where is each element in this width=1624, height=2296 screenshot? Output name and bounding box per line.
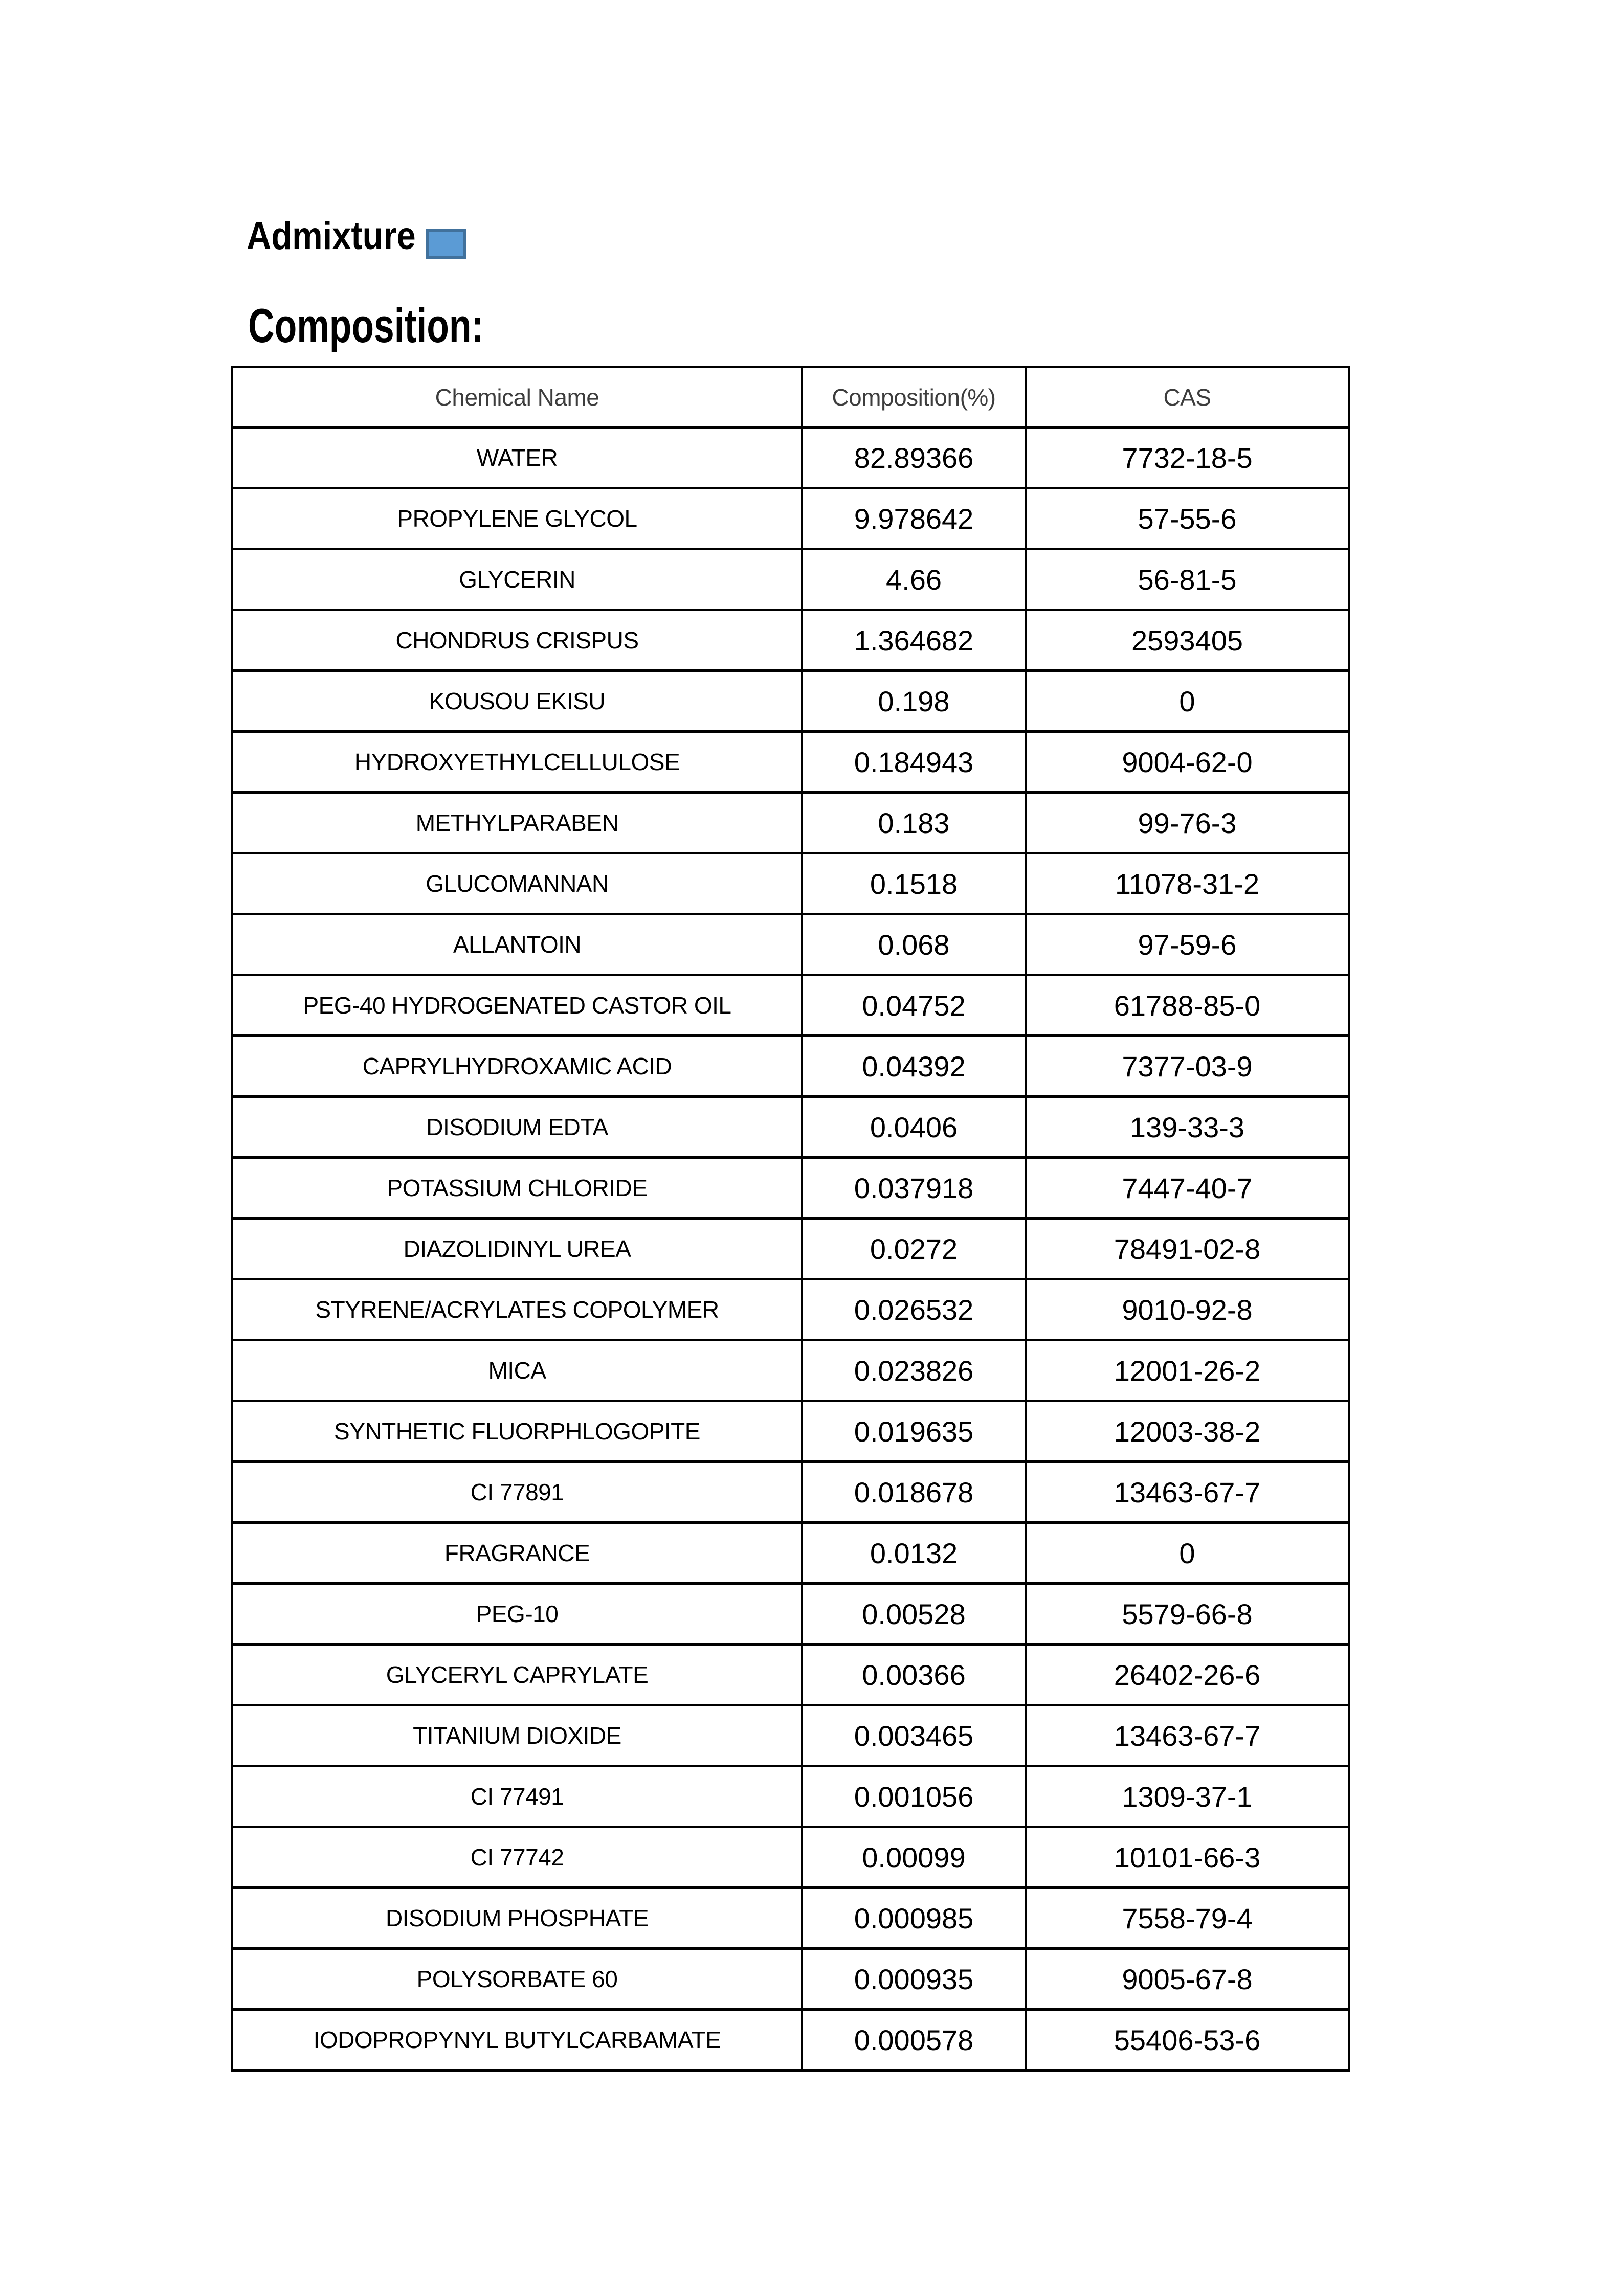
chemical-name-cell: GLUCOMANNAN xyxy=(232,853,802,914)
composition-cell: 0.026532 xyxy=(802,1279,1026,1340)
chemical-name-cell: METHYLPARABEN xyxy=(232,793,802,853)
table-row xyxy=(232,549,1349,610)
cas-cell: 56-81-5 xyxy=(1026,549,1349,610)
composition-cell: 0.0132 xyxy=(802,1523,1026,1584)
cas-cell: 99-76-3 xyxy=(1026,793,1349,853)
chemical-name-cell: PROPYLENE GLYCOL xyxy=(232,488,802,549)
section-heading xyxy=(248,299,558,352)
composition-cell: 0.068 xyxy=(802,914,1026,975)
chemical-name-cell: CAPRYLHYDROXAMIC ACID xyxy=(232,1036,802,1097)
composition-cell: 0.198 xyxy=(802,671,1026,732)
chemical-name-cell: STYRENE/ACRYLATES COPOLYMER xyxy=(232,1279,802,1340)
cas-cell: 10101-66-3 xyxy=(1026,1827,1349,1888)
table-row xyxy=(232,1888,1349,1949)
table-body xyxy=(232,427,1349,2070)
cas-cell: 13463-67-7 xyxy=(1026,1705,1349,1766)
chemical-name-cell: DISODIUM EDTA xyxy=(232,1097,802,1158)
cas-cell: 57-55-6 xyxy=(1026,488,1349,549)
blue-square-shape xyxy=(426,229,466,259)
composition-cell: 0.183 xyxy=(802,793,1026,853)
chemical-name-cell: HYDROXYETHYLCELLULOSE xyxy=(232,732,802,793)
chemical-name-cell: TITANIUM DIOXIDE xyxy=(232,1705,802,1766)
cas-cell: 7558-79-4 xyxy=(1026,1888,1349,1949)
column-header-chemical-name: Chemical Name xyxy=(232,367,802,427)
composition-cell: 0.018678 xyxy=(802,1462,1026,1523)
cas-cell: 5579-66-8 xyxy=(1026,1584,1349,1645)
table-row xyxy=(232,1462,1349,1523)
composition-cell: 4.66 xyxy=(802,549,1026,610)
table-row xyxy=(232,488,1349,549)
page-title-text: Admixture xyxy=(247,214,416,258)
composition-table xyxy=(231,366,1350,2072)
chemical-name-cell: GLYCERYL CAPRYLATE xyxy=(232,1645,802,1705)
table-row xyxy=(232,427,1349,488)
table-row xyxy=(232,1705,1349,1766)
table-row xyxy=(232,1401,1349,1462)
composition-cell: 0.0406 xyxy=(802,1097,1026,1158)
table-row xyxy=(232,1949,1349,2010)
composition-cell: 0.001056 xyxy=(802,1766,1026,1827)
chemical-name-cell: CI 77891 xyxy=(232,1462,802,1523)
composition-cell: 0.00366 xyxy=(802,1645,1026,1705)
table-row xyxy=(232,1827,1349,1888)
chemical-name-cell: CHONDRUS CRISPUS xyxy=(232,610,802,671)
chemical-name-cell: FRAGRANCE xyxy=(232,1523,802,1584)
table-row xyxy=(232,1036,1349,1097)
chemical-name-cell: WATER xyxy=(232,427,802,488)
table-row xyxy=(232,1279,1349,1340)
chemical-name-cell: DIAZOLIDINYL UREA xyxy=(232,1219,802,1279)
cas-cell: 0 xyxy=(1026,671,1349,732)
cas-cell: 0 xyxy=(1026,1523,1349,1584)
column-header-cas: CAS xyxy=(1026,367,1349,427)
table-row xyxy=(232,1340,1349,1401)
composition-cell: 0.0272 xyxy=(802,1219,1026,1279)
table-row xyxy=(232,610,1349,671)
table-row xyxy=(232,1645,1349,1705)
cas-cell: 7447-40-7 xyxy=(1026,1158,1349,1219)
cas-cell: 9005-67-8 xyxy=(1026,1949,1349,2010)
composition-cell: 0.04392 xyxy=(802,1036,1026,1097)
chemical-name-cell: MICA xyxy=(232,1340,802,1401)
composition-cell: 0.04752 xyxy=(802,975,1026,1036)
chemical-name-cell: POLYSORBATE 60 xyxy=(232,1949,802,2010)
table-row xyxy=(232,914,1349,975)
table-row xyxy=(232,1158,1349,1219)
cas-cell: 7377-03-9 xyxy=(1026,1036,1349,1097)
table-row xyxy=(232,1523,1349,1584)
table-row xyxy=(232,853,1349,914)
cas-cell: 2593405 xyxy=(1026,610,1349,671)
chemical-name-cell: POTASSIUM CHLORIDE xyxy=(232,1158,802,1219)
chemical-name-cell: ALLANTOIN xyxy=(232,914,802,975)
cas-cell: 97-59-6 xyxy=(1026,914,1349,975)
cas-cell: 26402-26-6 xyxy=(1026,1645,1349,1705)
table-header-row xyxy=(232,367,1349,427)
cas-cell: 55406-53-6 xyxy=(1026,2010,1349,2070)
chemical-name-cell: PEG-10 xyxy=(232,1584,802,1645)
composition-cell: 0.023826 xyxy=(802,1340,1026,1401)
table-row xyxy=(232,975,1349,1036)
chemical-name-cell: IODOPROPYNYL BUTYLCARBAMATE xyxy=(232,2010,802,2070)
cas-cell: 139-33-3 xyxy=(1026,1097,1349,1158)
table-row xyxy=(232,793,1349,853)
composition-cell: 0.00099 xyxy=(802,1827,1026,1888)
cas-cell: 61788-85-0 xyxy=(1026,975,1349,1036)
table-row xyxy=(232,1584,1349,1645)
composition-cell: 0.003465 xyxy=(802,1705,1026,1766)
section-heading-text: Composition: xyxy=(248,299,484,352)
chemical-name-cell: CI 77742 xyxy=(232,1827,802,1888)
cas-cell: 9004-62-0 xyxy=(1026,732,1349,793)
composition-cell: 0.000578 xyxy=(802,2010,1026,2070)
composition-cell: 0.1518 xyxy=(802,853,1026,914)
table-header xyxy=(232,367,1349,427)
table-row xyxy=(232,1219,1349,1279)
cas-cell: 1309-37-1 xyxy=(1026,1766,1349,1827)
composition-cell: 1.364682 xyxy=(802,610,1026,671)
table-row xyxy=(232,732,1349,793)
composition-cell: 0.019635 xyxy=(802,1401,1026,1462)
chemical-name-cell: SYNTHETIC FLUORPHLOGOPITE xyxy=(232,1401,802,1462)
chemical-name-cell: DISODIUM PHOSPHATE xyxy=(232,1888,802,1949)
chemical-name-cell: PEG-40 HYDROGENATED CASTOR OIL xyxy=(232,975,802,1036)
composition-cell: 82.89366 xyxy=(802,427,1026,488)
cas-cell: 11078-31-2 xyxy=(1026,853,1349,914)
page-title xyxy=(247,214,439,258)
column-header-composition-pct: Composition(%) xyxy=(802,367,1026,427)
cas-cell: 78491-02-8 xyxy=(1026,1219,1349,1279)
table-row xyxy=(232,1097,1349,1158)
table-row xyxy=(232,671,1349,732)
composition-cell: 0.00528 xyxy=(802,1584,1026,1645)
composition-cell: 0.037918 xyxy=(802,1158,1026,1219)
composition-cell: 0.000985 xyxy=(802,1888,1026,1949)
table-row xyxy=(232,2010,1349,2070)
chemical-name-cell: GLYCERIN xyxy=(232,549,802,610)
chemical-name-cell: CI 77491 xyxy=(232,1766,802,1827)
cas-cell: 9010-92-8 xyxy=(1026,1279,1349,1340)
cas-cell: 13463-67-7 xyxy=(1026,1462,1349,1523)
composition-cell: 0.184943 xyxy=(802,732,1026,793)
composition-cell: 9.978642 xyxy=(802,488,1026,549)
cas-cell: 7732-18-5 xyxy=(1026,427,1349,488)
cas-cell: 12001-26-2 xyxy=(1026,1340,1349,1401)
table-row xyxy=(232,1766,1349,1827)
composition-cell: 0.000935 xyxy=(802,1949,1026,2010)
chemical-name-cell: KOUSOU EKISU xyxy=(232,671,802,732)
cas-cell: 12003-38-2 xyxy=(1026,1401,1349,1462)
